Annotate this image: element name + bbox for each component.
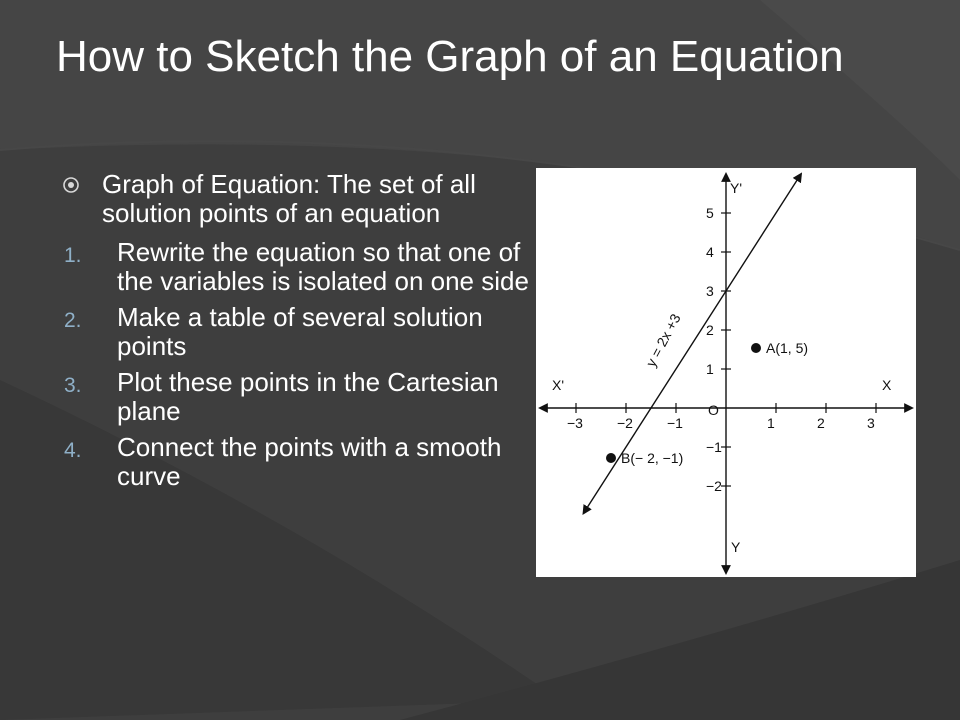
step-item (62, 303, 532, 361)
y-tick-label: 3 (706, 283, 714, 299)
circled-dot-bullet-icon (62, 176, 80, 194)
x-tick-label: 1 (767, 415, 775, 431)
step-number: 3. (64, 374, 82, 397)
x-tick-label: −3 (567, 415, 583, 431)
step-item (62, 368, 532, 426)
y-tick-label: 1 (706, 361, 714, 377)
definition-text: Graph of Equation: The set of all solution points of an equation (102, 169, 476, 228)
point-b-marker (606, 453, 616, 463)
origin-label: O (708, 402, 719, 418)
y-tick-label: −2 (706, 478, 722, 494)
step-text: Plot these points in the Cartesian plane (117, 367, 499, 426)
x-tick-label: −2 (617, 415, 633, 431)
slide-body (62, 170, 532, 498)
x-axis-positive-label: X (882, 377, 892, 393)
x-axis-negative-label: X' (552, 377, 565, 393)
x-tick-label: 3 (867, 415, 875, 431)
x-tick-label: −1 (667, 415, 683, 431)
step-number: 1. (64, 244, 82, 267)
x-tick-label: 2 (817, 415, 825, 431)
point-a-marker (751, 343, 761, 353)
step-item (62, 433, 532, 491)
point-b-label: B(− 2, −1) (621, 450, 684, 466)
step-number: 4. (64, 439, 82, 462)
equation-label: y = 2x +3 (642, 311, 684, 370)
step-number: 2. (64, 309, 82, 332)
cartesian-graph-figure (536, 168, 916, 577)
y-tick-label: 5 (706, 205, 714, 221)
slide-title: How to Sketch the Graph of an Equation (56, 32, 844, 81)
step-text: Make a table of several solution points (117, 302, 483, 361)
step-item (62, 238, 532, 296)
y-tick-label: 4 (706, 244, 714, 260)
step-text: Rewrite the equation so that one of the variables is isolated on one side (117, 237, 529, 296)
definition-bullet (62, 170, 532, 228)
y-tick-label: −1 (706, 439, 722, 455)
step-text: Connect the points with a smooth curve (117, 432, 502, 491)
y-axis-negative-label: Y (731, 539, 741, 555)
point-a-label: A(1, 5) (766, 340, 809, 356)
y-tick-label: 2 (706, 322, 714, 338)
y-axis-positive-label: Y' (730, 180, 743, 196)
graph-canvas (536, 168, 916, 577)
